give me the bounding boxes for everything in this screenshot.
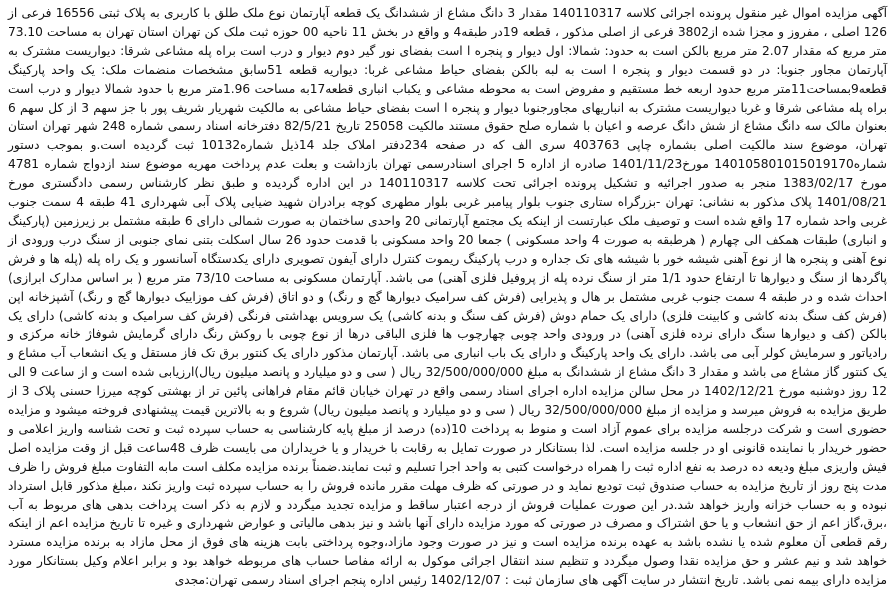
auction-notice-text: آگهی مزایده اموال غیر منقول پرونده اجرائی کلاسه 140110317 مقدار 3 دانگ مشاع از ششدانگ یک قطعه آپارتمان نوع ملک طلق با کاربری به پلاک ثبتی 16556 فرعی از 126 اصلی ، مفروز و مجزا شده از3802 فرعی از اصلی مذکور ، قطعه 19در طبقه4 و واقع در بخش 11 ناحیه 00 حوزه ثبت ملک کن تهران استان تهران به مساحت 73.10 متر مربع که مقدار 2.07 متر مربع بالکن است به حدود: شمالا: اول دیوار و پنجره ا است بفضای نور گیر دوم دیوار و درب است براه پله مشاعی شرقا: دیواریست مشترک به آپارتمان مجاور جنوبا: در دو قسمت دیوار و پنجره ا است به لبه بالکن بفضای حیاط مشاعی غربا: دیواریه قطعه 51سابق مشخصات منضمات ملک: یک واحد پارکینگ قطعه9بمساحت11متر مربع حدود اربعه خط مستقیم و مفروض است به محوطه مشاعی و یکباب انباری قطعه17به مساحت 1.96متر مربع با حدود شمالا دیوار و درب است براه پله مشاعی شرقا و غربا دیواریست مشترک به انباریهای مجاورجنوبا دیوار و پنجره ا است بفضای حیاط مشاعی به مالکیت شهریار شریف پور با جز سهم 3 از کل سهم 6 بعنوان مالک سه دانگ مشاع از شش دانگ عرصه و اعیان با شماره صلح حقوق مستند مالکیت 25058 تاریخ 82/5/21 دفترخانه اسناد رسمی شماره 248 شهر تهران استان تهران، موضوع سند مالکیت اصلی بشماره چاپی 403763 سری الف که در صفحه 234دفتر املاک جلد 14ذیل شماره10132 ثبت گردیده است.و بموجب دستور شماره140105801015019170 مورخ1401/11/23 صادره از اداره 5 اجرای اسنادرسمی تهران بازداشت و بعلت عدم پرداخت مهریه موضوع سند ازدواج شماره 4781 مورخ 1383/02/17 منجر به صدور اجرائیه و تشکیل پرونده اجرائی تحت کلاسه 140110317 در این اداره گردیده و طبق نظر کارشناس رسمی دادگستری مورخ 1401/08/21 پلاک مذکور به نشانی: تهران -بزرگراه ستاری جنوب بلوار پیامبر غربی بلوار مطهری کوچه برادران شهید ضیایی پلاک آبی شهرداری 41 طبقه 4 سمت جنوب غربی واحد شماره 17 واقع شده است و توصیف ملک عبارتست از اینکه یک مجتمع آپارتمانی 20 واحدی ساختمان به صورت شمالی دارای 6 طبقه مشتمل بر زیرزمین (پارکینگ و انباری) طبقات همکف الی چهارم ( هرطبقه به صورت 4 واحد مسکونی ) جمعا 20 واحد مسکونی با قدمت حدود 26 سال اسکلت بتنی نمای جنوبی از سنگ درب ورودی از نوع آهنی و پنجره ها از نوع آهنی شیشه خور با شیشه های تک جداره و درب پارکینگ ریموت کنترل دارای آیفون تصویری دارای یکدستگاه آسانسور و یک راه پله (پله ها و فرش پاگردها از سنگ و دیوارها تا ارتفاع حدود 1/1 متر از سنگ نرده پله از پروفیل فلزی آهنی) می باشد. آپارتمان مسکونی به مساحت 73/10 متر مربع ( بر اساس مدارک ابرازی) احداث شده و در طبقه 4 سمت جنوب غربی مشتمل بر هال و پذیرایی (فرش کف سرامیک دیوارها گچ و رنگ) و دو اتاق (فرش کف موزاییک دیوارها گچ و رنگ) آشپزخانه اپن (فرش کف سنگ بدنه کاشی و کابینت فلزی) دارای یک حمام دوش (فرش کف سنگ و بدنه کاشی) یک سرویس بهداشتی فرنگی (فرش کف سرامیک و بدنه کاشی) دارای یک بالکن (کف و دیوارها سنگ دارای نرده فلزی آهنی) در ورودی واحد چوبی چهارچوب ها فلزی الباقی درها از نوع چوبی با روکش رنگ دارای گرمایش شوفاژ خانه مرکزی و رادیاتور و سرمایش کولر آبی می باشد. دارای یک واحد پارکینگ و دارای یک باب انباری می باشد. آپارتمان مذکور دارای یک کنتور برق تک فاز مستقل و یک انشعاب آب مشاع و یک کنتور گاز مشاع می باشد و مقدار 3 دانگ مشاع از ششدانگ به مبلغ 32/500/000/000 ریال ( سی و دو میلیارد و پانصد میلیون ریال)ارزیابی شده است و از ساعت 9 الی 12 روز دوشنبه مورخ 1402/12/21 در محل سالن مزایده اداره اجرای اسناد رسمی واقع در تهران خیابان قائم مقام فراهانی پائین تر از بهشتی کوچه میرزا حسنی پلاک 3 از طریق مزایده به فروش میرسد و مزایده از مبلغ 32/500/000/000 ریال ( سی و دو میلیارد و پانصد میلیون ریال) شروع و به بالاترین قیمت پیشنهادی فروخته میشود و مزایده حضوری است و شرکت درجلسه مزایده برای عموم آزاد است و منوط به پرداخت 10(ده) درصد از مبلغ پایه کارشناسی به حساب سپرده ثبت و تحت شناسه واریز اعلامی و حضور خریدار با نماینده قانونی او در جلسه مزایده است. لذا بستانکار در صورت تمایل به رقابت با خریدار و یا خریداران می بایست ظرف 48ساعت قبل از وقت مزایده اصل فیش واریزی مبلغ ودیعه ده درصد به نفع اداره ثبت را همراه درخواست کتبی به واحد اجرا تسلیم و ثبت نمایند.ضمناً برنده مزایده مکلف است مابه التفاوت مبلغ فروش را ظرف مدت پنج روز از تاریخ مزایده به حساب صندوق ثبت تودیع نماید و در صورتی که ظرف مهلت مقرر مانده فروش را به حساب سپرده ثبت واریز نکند ،مبلغ مذکور قابل استرداد نبوده و به حساب خزانه واریز خواهد شد.در این صورت عملیات فروش از درجه اعتبار ساقط و مزایده تجدید میگردد و لازم به ذکر است پرداخت بدهی های مربوط به آب ،برق،گاز اعم از حق انشعاب و یا حق اشتراک و مصرف در صورتی که مورد مزایده دارای آنها باشد و نیز بدهی مالیاتی و عوارض شهرداری و غیره تا تاریخ مزایده اعم از اینکه رقم قطعی آن معلوم شده یا نشده باشد به عهده برنده مزایده است و نیز در صورت وجود مازاد،وجوه پرداختی بابت هزینه های فوق از محل مازاد به برنده مزایده مسترد خواهد شد و نیم عشر و حق مزایده نقدا وصول میگردد و تنظیم سند انتقال اجرائی موکول به ارائه مفاصا حساب های مربوطه خواهد بود و برابر اعلام وکیل بستانکار مورد مزایده دارای بیمه نمی باشد. تاریخ انتشار در سایت آگهی های سازمان ثبت : 1402/12/07 رئیس اداره پنجم اجرای اسناد رسمی تهران:مجدی (8, 6, 888, 588)
